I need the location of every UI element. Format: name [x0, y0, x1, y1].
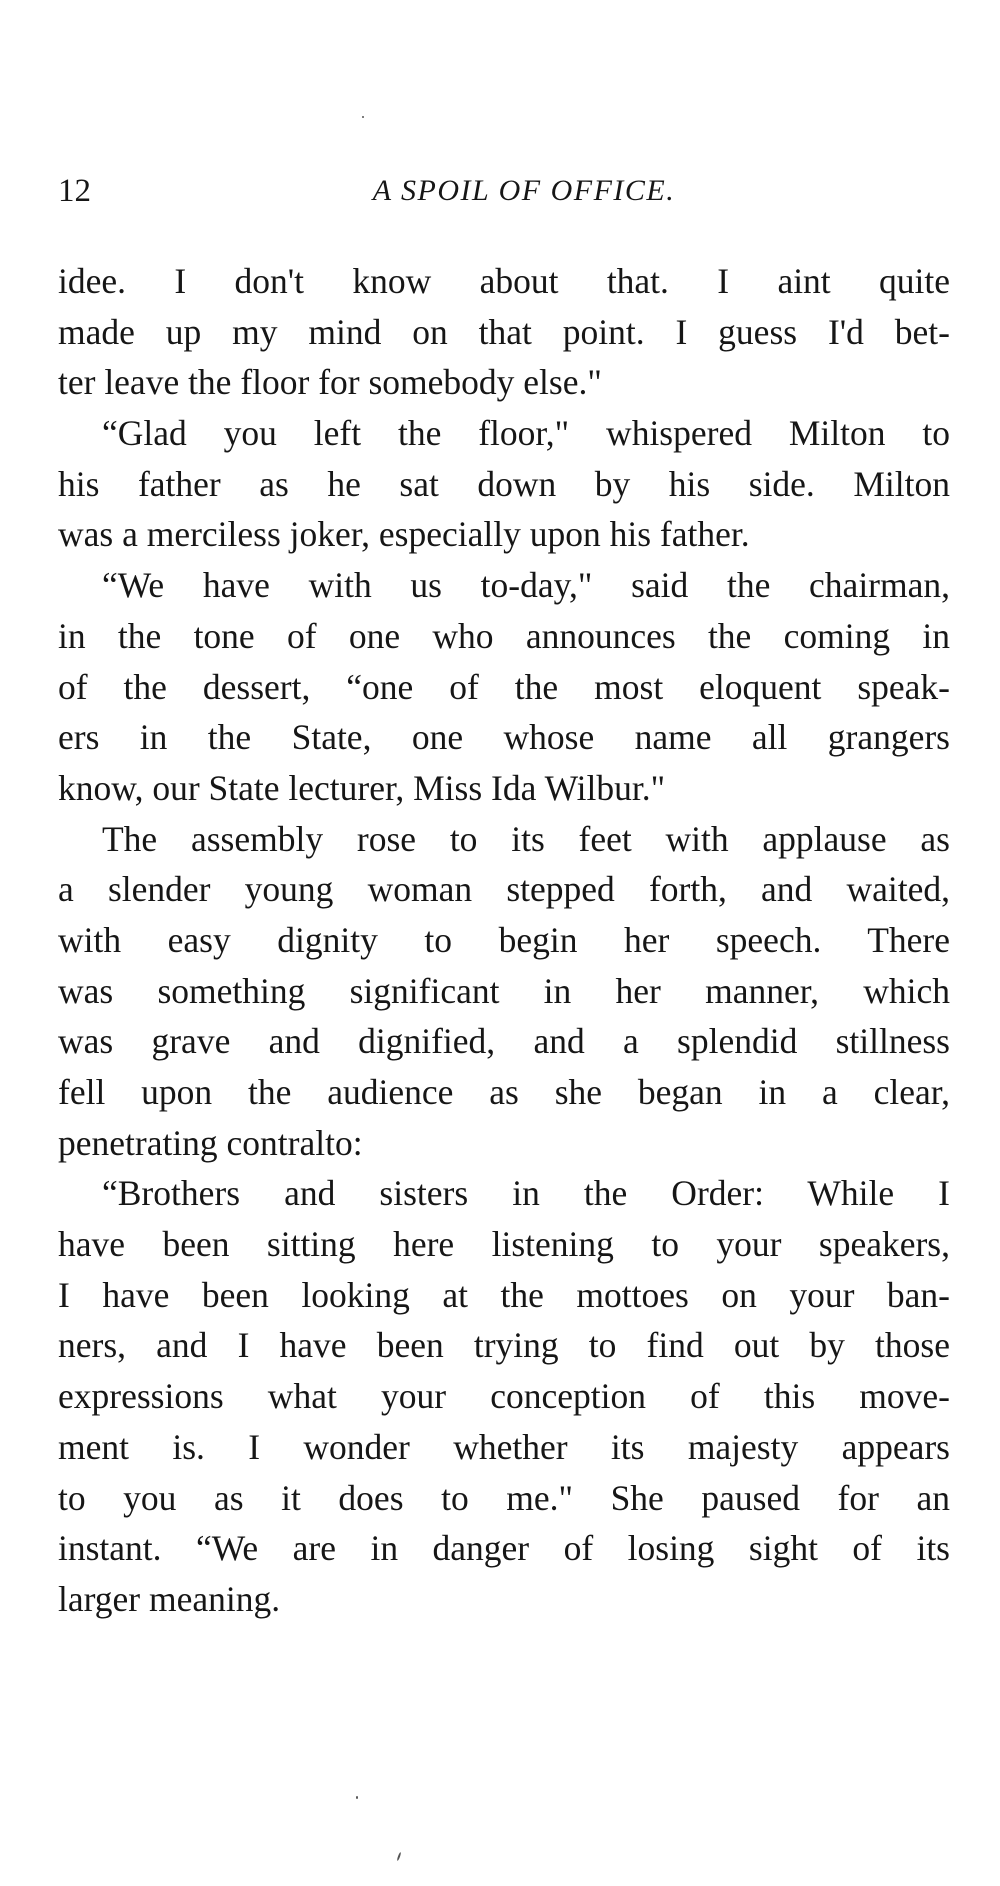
text-line: a slender young woman stepped forth, and waited,: [58, 869, 950, 910]
text-line: larger meaning.: [58, 1578, 281, 1619]
body-text: [58, 256, 950, 1625]
text-line: made up my mind on that point. I guess I'd bet-: [58, 311, 950, 352]
text-line: have been sitting here listening to your speakers,: [58, 1224, 950, 1265]
paragraph-first-line: “We have with us to-day," said the chairman,: [102, 565, 950, 606]
paragraph-first-line: “Glad you left the floor," whispered Milton to: [102, 413, 950, 454]
text-line: to you as it does to me." She paused for an: [58, 1477, 950, 1518]
text-line: his father as he sat down by his side. Milton: [58, 463, 950, 504]
page-number: 12: [58, 173, 91, 209]
text-line: of the dessert, “one of the most eloquent speak-: [58, 666, 950, 707]
text-line: penetrating contralto:: [58, 1122, 363, 1163]
running-head: [58, 166, 950, 216]
text-line: was grave and dignified, and a splendid stillness: [58, 1021, 950, 1062]
paragraph-first-line: The assembly rose to its feet with applause as: [102, 818, 950, 859]
text-line: fell upon the audience as she began in a clear,: [58, 1072, 950, 1112]
text-line: ment is. I wonder whether its majesty appears: [58, 1426, 950, 1467]
text-line: know, our State lecturer, Miss Ida Wilbur.": [58, 767, 666, 808]
paper-speck: [397, 1852, 402, 1861]
text-line: was something significant in her manner, which: [58, 970, 950, 1011]
text-line: I have been looking at the mottoes on your ban-: [58, 1274, 950, 1315]
text-line: expressions what your conception of this move-: [58, 1376, 950, 1417]
paper-speck: [356, 1796, 358, 1799]
text-line: ners, and I have been trying to find out by those: [58, 1325, 950, 1366]
text-line: was a merciless joker, especially upon his father.: [58, 514, 750, 555]
text-line: instant. “We are in danger of losing sight of its: [58, 1528, 950, 1569]
text-line: with easy dignity to begin her speech. There: [58, 919, 950, 960]
text-line: ter leave the floor for somebody else.": [58, 362, 602, 403]
text-line: ers in the State, one whose name all grangers: [58, 717, 950, 758]
paragraph-first-line: “Brothers and sisters in the Order: While I: [102, 1173, 950, 1214]
running-title: A SPOIL OF OFFICE.: [372, 174, 676, 207]
text-line: in the tone of one who announces the coming in: [58, 615, 950, 656]
text-line: idee. I don't know about that. I aint quite: [58, 261, 950, 301]
paper-speck: [362, 116, 364, 118]
